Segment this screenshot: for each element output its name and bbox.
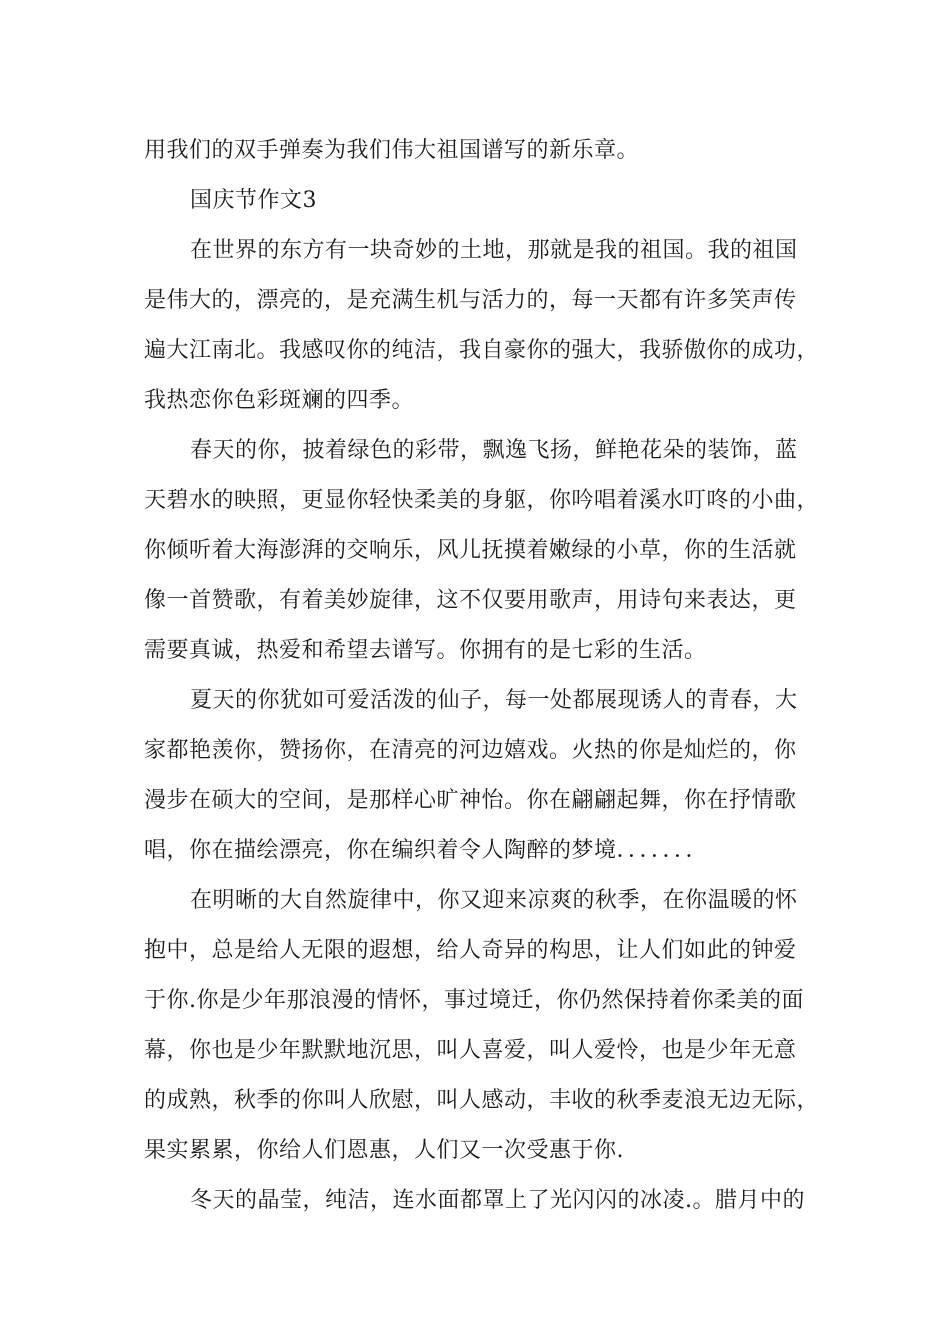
text-line: 我热恋你色彩斑斓的四季。 [144,388,415,413]
section-heading: 国庆节作文3 [190,188,317,213]
text-line: 夏天的你犹如可爱活泼的仙子，每一处都展现诱人的青春，大 [190,688,798,713]
text-line: 的成熟，秋季的你叫人欣慰，叫人感动，丰收的秋季麦浪无边无际， [144,1088,820,1113]
text-line: 像一首赞歌，有着美妙旋律，这不仅要用歌声，用诗句来表达，更 [144,588,797,613]
text-line: 是伟大的，漂亮的，是充满生机与活力的，每一天都有许多笑声传 [144,288,797,313]
text-line: 在明晰的大自然旋律中，你又迎来凉爽的秋季，在你温暖的怀 [190,888,798,913]
text-line: 春天的你，披着绿色的彩带，飘逸飞扬，鲜艳花朵的装饰，蓝 [190,438,798,463]
text-line: 漫步在硕大的空间，是那样心旷神怡。你在翩翩起舞，你在抒情歌 [144,788,797,813]
text-line: 遍大江南北。我感叹你的纯洁，我自豪你的强大，我骄傲你的成功， [144,338,820,363]
text-line: 天碧水的映照，更显你轻快柔美的身躯，你吟唱着溪水叮咚的小曲， [144,488,820,513]
text-line: 用我们的双手弹奏为我们伟大祖国谱写的新乐章。 [144,138,640,163]
text-line: 需要真诚，热爱和希望去谱写。你拥有的是七彩的生活。 [144,638,707,663]
text-line: 果实累累，你给人们恩惠，人们又一次受惠于你. [144,1138,624,1163]
text-line: 幕，你也是少年默默地沉思，叫人喜爱，叫人爱怜，也是少年无意 [144,1038,797,1063]
text-line: 唱，你在描绘漂亮，你在编织着令人陶醉的梦境．．．．．．． [144,838,709,863]
text-line: 你倾听着大海澎湃的交响乐，风儿抚摸着嫩绿的小草，你的生活就 [144,538,797,563]
text-line: 在世界的东方有一块奇妙的土地，那就是我的祖国。我的祖国 [190,238,798,263]
text-line: 冬天的晶莹，纯洁，连水面都罩上了光闪闪的冰凌.。腊月中的 [190,1188,805,1213]
text-line: 家都艳羡你，赞扬你，在清亮的河边嬉戏。火热的你是灿烂的，你 [144,738,797,763]
text-line: 于你.你是少年那浪漫的情怀，事过境迁，你仍然保持着你柔美的面 [144,988,804,1013]
text-line: 抱中，总是给人无限的遐想，给人奇异的构思，让人们如此的钟爱 [144,938,797,963]
